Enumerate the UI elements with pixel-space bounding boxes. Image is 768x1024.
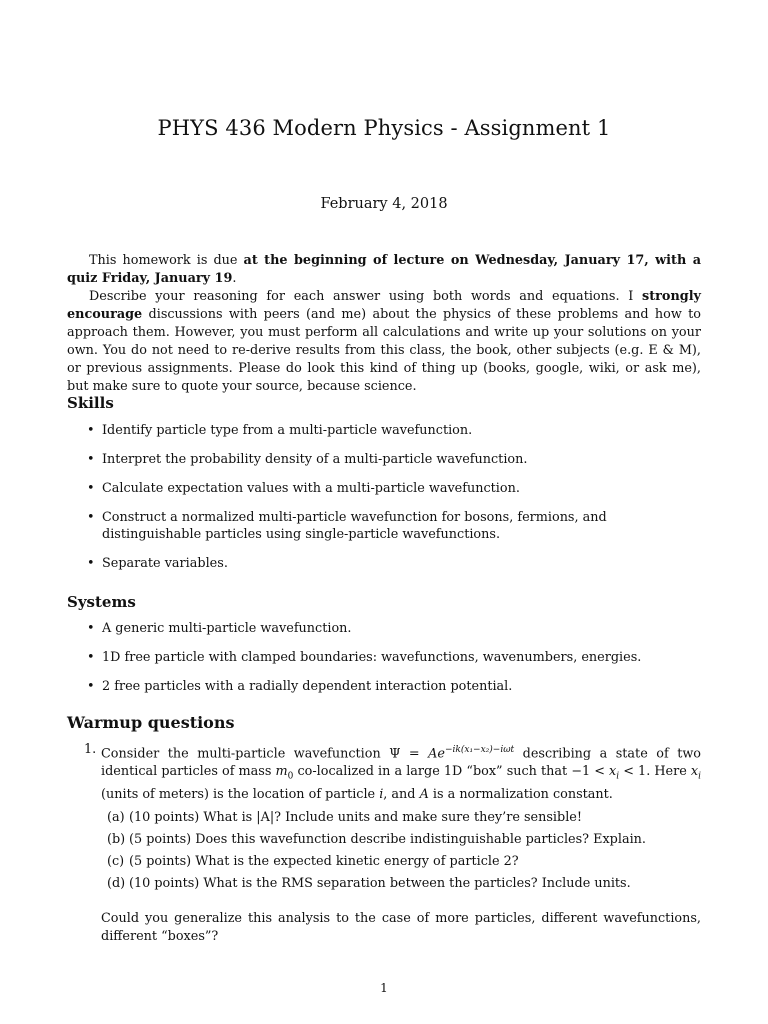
question-part xyxy=(107,807,701,829)
intro-paragraph-2 xyxy=(67,288,701,396)
question-1 xyxy=(67,741,701,804)
q1-math-x-sub: i xyxy=(616,771,620,782)
q1-text-part: < 1. Here xyxy=(619,764,691,780)
document-date: February 4, 2018 xyxy=(320,196,448,212)
intro-p1-text: This homework is due xyxy=(89,253,244,268)
q1-math-m: m xyxy=(275,764,288,780)
skills-item: • Construct a normalized multi-particle wavefunction for bosons, fermions, and distinguishable particles using single-particle wavefunctions. xyxy=(85,509,701,543)
question-1-closing: Could you generalize this analysis to the case of more particles, different wavefunctions, different “boxes”? xyxy=(101,911,701,944)
intro-p2-text: Describe your reasoning for each answer using both words and equations. I xyxy=(89,289,643,304)
skills-item: • Calculate expectation values with a multi-particle wavefunction. xyxy=(85,480,701,497)
question-part xyxy=(107,873,701,895)
q1-math-i: i xyxy=(379,786,384,802)
skills-item: • Interpret the probability density of a multi-particle wavefunction. xyxy=(85,451,701,468)
systems-item: • 1D free particle with clamped boundaries: wavefunctions, wavenumbers, energies. xyxy=(85,649,701,666)
systems-list xyxy=(85,620,701,707)
q1-math-x-sub: i xyxy=(698,771,701,782)
q1-math-e: e xyxy=(437,746,445,762)
skills-heading: Skills xyxy=(67,394,114,412)
q1-text-part: describing a state of two identical particles of mass xyxy=(101,746,702,780)
q1-math-m-sub: 0 xyxy=(287,771,294,782)
page-number: 1 xyxy=(380,981,388,995)
strongly-encourage-text: strongly encourage xyxy=(67,289,701,322)
part-text: (5 points) Does this wavefunction describe indistinguishable particles? Explain. xyxy=(129,832,646,847)
skills-item: • Identify particle type from a multi-particle wavefunction. xyxy=(85,422,701,439)
part-text: (10 points) What is the RMS separation between the particles? Include units. xyxy=(129,876,631,891)
part-label: (c) xyxy=(107,854,125,869)
intro-p2-rest: discussions with peers (and me) about the physics of these problems and how to approach them. However, you must perform all calculations and write up your solutions on your own. You do not need to re-derive results from this class, the book, other subjects (e.g. E & M), or previous assignments. Please do look this kind of thing up (books, google, wiki, or ask me), but make sure to quote your source, because science. xyxy=(67,307,701,394)
intro-paragraph-1 xyxy=(67,252,701,288)
q1-math-x: x xyxy=(609,764,617,780)
question-1-parts xyxy=(107,807,701,895)
skills-list xyxy=(85,422,701,584)
part-label: (d) xyxy=(107,876,126,891)
warmup-heading: Warmup questions xyxy=(67,713,235,732)
question-1-text xyxy=(101,741,701,804)
part-text: (10 points) What is |A|? Include units and make sure they’re sensible! xyxy=(129,810,582,825)
skills-item: • Separate variables. xyxy=(85,555,701,572)
q1-text-part: co-localized in a large 1D “box” such that −1 < xyxy=(293,764,610,780)
question-number: 1. xyxy=(84,742,97,757)
due-date-text: at the beginning of lecture on Wednesday, January 17, with a quiz Friday, January 19 xyxy=(67,253,701,286)
intro-p1-end: . xyxy=(232,271,237,286)
systems-item: • 2 free particles with a radially dependent interaction potential. xyxy=(85,678,701,695)
part-text: (5 points) What is the expected kinetic energy of particle 2? xyxy=(129,854,519,869)
q1-text-part: is a normalization constant. xyxy=(428,786,613,802)
question-part xyxy=(107,851,701,873)
q1-math-exponent: −ik(x₁−x₂)−iωt xyxy=(444,745,515,755)
q1-text-part: , and xyxy=(383,786,420,802)
q1-math-A: A xyxy=(428,746,438,762)
part-label: (a) xyxy=(107,810,125,825)
q1-math-x: x xyxy=(690,764,699,780)
intro-section xyxy=(67,252,701,396)
q1-text-part: (units of meters) is the location of particle xyxy=(101,786,380,802)
part-label: (b) xyxy=(107,832,126,847)
question-part xyxy=(107,829,701,851)
systems-item: • A generic multi-particle wavefunction. xyxy=(85,620,701,637)
q1-text-part: Consider the multi-particle wavefunction Ψ = xyxy=(101,746,429,762)
document-title: PHYS 436 Modern Physics - Assignment 1 xyxy=(157,116,611,140)
q1-math-A: A xyxy=(419,786,429,802)
systems-heading: Systems xyxy=(67,593,136,611)
